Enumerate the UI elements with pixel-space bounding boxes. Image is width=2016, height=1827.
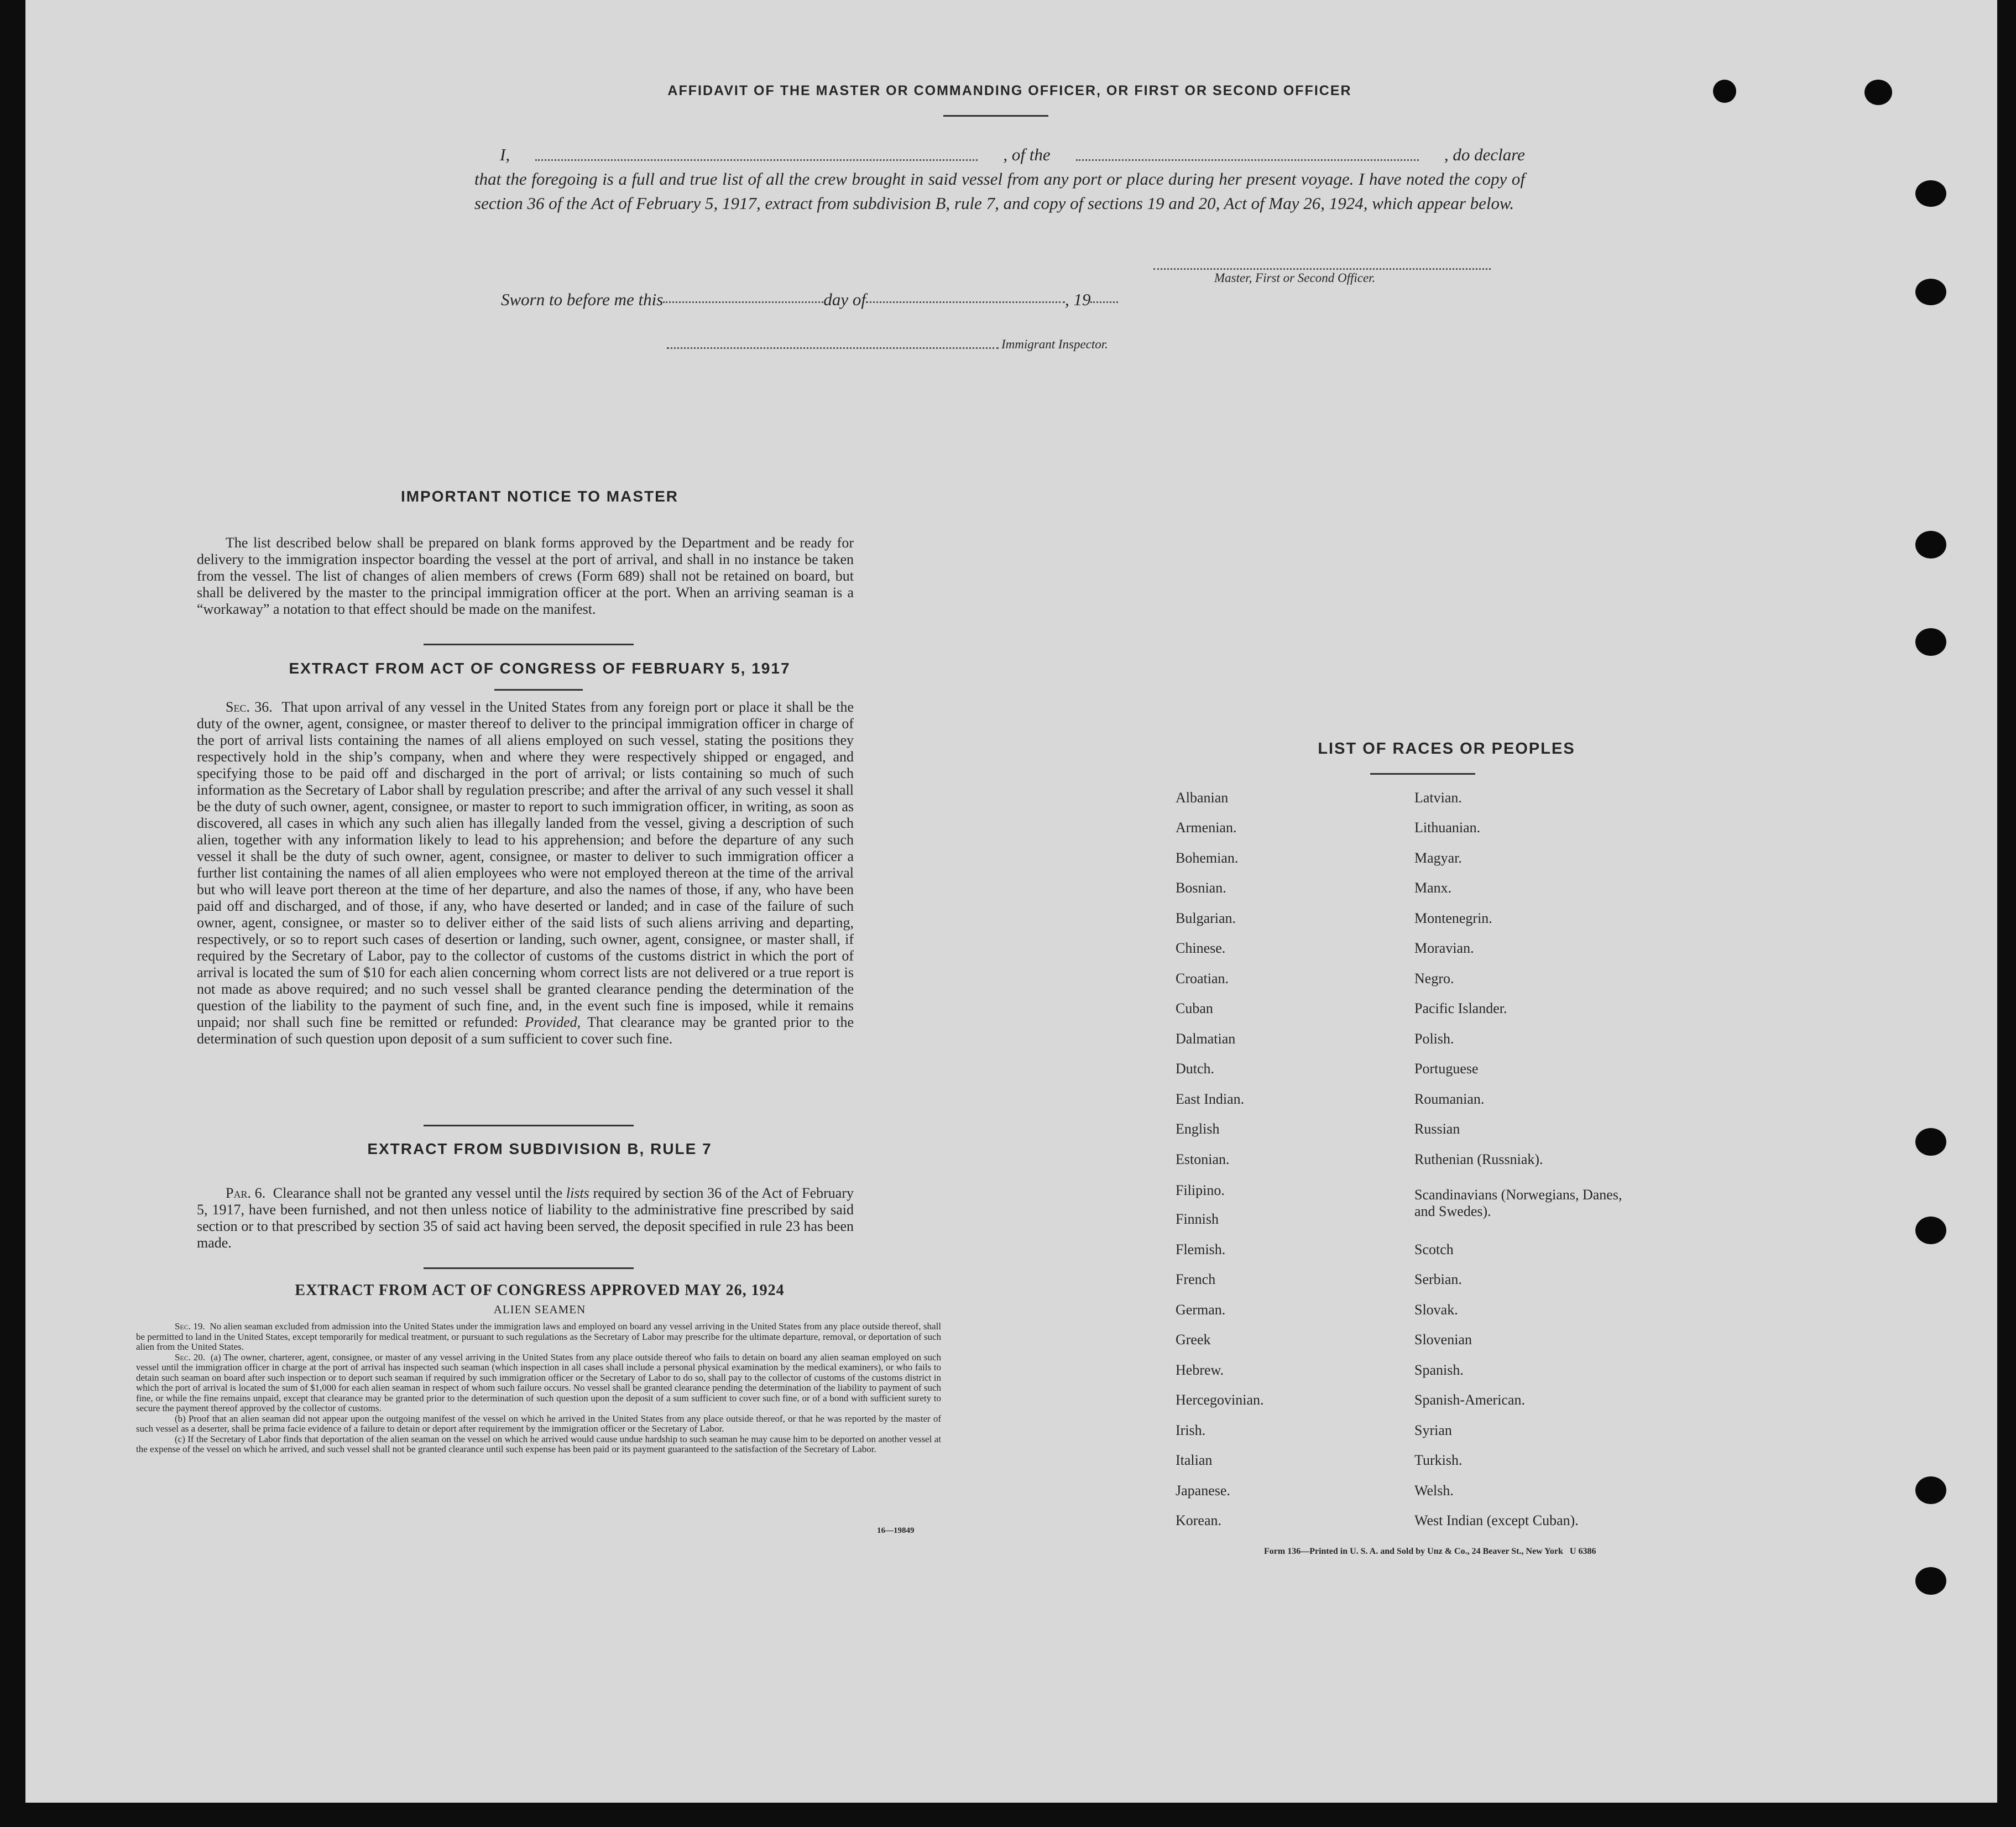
punch-hole <box>1713 80 1736 103</box>
race-item: Dalmatian <box>1176 1031 1236 1047</box>
race-item: Scotch <box>1414 1241 1454 1257</box>
race-item: Ruthenian (Russniak). <box>1414 1151 1543 1167</box>
rule7-text <box>197 1185 854 1251</box>
punch-hole <box>1864 80 1892 105</box>
race-item: Cuban <box>1176 1000 1213 1016</box>
race-item: German. <box>1176 1302 1226 1318</box>
race-item: Bulgarian. <box>1176 910 1236 926</box>
section-19 <box>136 1322 941 1353</box>
section-20c: (c) If the Secretary of Labor finds that deportation of the alien seaman on the vessel on which he arrived would cause undue hardship to such seaman he may cause him to be deported on another vessel at the expense of the vessel on which he arrived, and such vessel shall not be granted clearance until such expense has been paid or its payment guaranteed to the satisfaction of the Secretary of Labor. <box>136 1433 941 1454</box>
race-item: Negro. <box>1414 970 1454 986</box>
race-item: Russian <box>1414 1121 1460 1137</box>
race-item: Irish. <box>1176 1422 1206 1438</box>
race-item: Armenian. <box>1176 819 1237 836</box>
race-item: Montenegrin. <box>1414 910 1492 926</box>
race-item: Slovenian <box>1414 1332 1472 1348</box>
punch-hole <box>1915 1476 1946 1504</box>
race-item: Chinese. <box>1176 940 1226 956</box>
lists-term: lists <box>566 1185 589 1201</box>
divider <box>943 115 1048 117</box>
races-title: LIST OF RACES OR PEOPLES <box>1318 740 1575 758</box>
race-item: Polish. <box>1414 1031 1454 1047</box>
year-prefix: , 19 <box>1064 290 1091 309</box>
sworn-month-blank <box>866 301 1065 303</box>
race-item: Pacific Islander. <box>1414 1000 1507 1016</box>
race-item: Manx. <box>1414 880 1452 896</box>
race-item: Slovak. <box>1414 1302 1458 1318</box>
form-code: 16—19849 <box>877 1526 915 1535</box>
race-item: Bohemian. <box>1176 850 1239 866</box>
extract-1924-title: EXTRACT FROM ACT OF CONGRESS APPROVED MAY 26, 1924 <box>295 1282 785 1299</box>
year-blank <box>1090 301 1118 303</box>
divider <box>494 689 583 691</box>
race-item: English <box>1176 1121 1220 1137</box>
declare-label: , do declare <box>1444 145 1525 164</box>
race-item: Hercegovinian. <box>1176 1392 1264 1408</box>
rule7-title: EXTRACT FROM SUBDIVISION B, RULE 7 <box>367 1140 712 1157</box>
par-6-body-start: Clearance shall not be granted any vessel until the <box>273 1185 563 1201</box>
section-36-body: That upon arrival of any vessel in the United States from any foreign port or place it shall be the duty of the owner, agent, consignee, or master thereof to deliver to the principal immigration officer in charge of the port of arrival lists containing the names of all aliens employed on such vessel, stating the positions they respectively hold in the ship’s company, when and where they were respectively shipped or engaged, and specifying those to be paid off and discharged in the port of arrival; or lists containing so much of such information as the Secretary of Labor shall by regulation prescribe; and after the arrival of any such vessel it shall be the duty of such owner, agent, consignee, or master to report to such immigration officer, in writing, as soon as discovered, all cases in which any such alien has illegally landed from the vessel, giving a description of such alien, together with any information likely to lead to his apprehension; and before the departure of any such vessel it shall be the duty of such owner, agent, consignee, or master to deliver to such immigration officer a further list containing the names of all alien employees who were not employed thereon at the time of the arrival but who will leave port thereon at the time of her departure, and also the names of those, if any, who have been paid off and discharged, and of those, if any, who have deserted or landed; and in case of the failure of such owner, agent, consignee, or master so to deliver either of the said lists of such aliens arriving and departing, respectively, or so to report such cases of desertion or landing, such owner, agent, consignee, or master shall, if required by the Secretary of Labor, pay to the collector of customs of the customs district in which the port of arrival is located the sum of $10 for each alien concerning whom correct lists are not delivered or a true report is not made as above required; and no such vessel shall be granted clearance pending the determination of the question of the liability to the payment of such fine, and, in the event such fine is imposed, while it remains unpaid; nor shall such fine be remitted or refunded: <box>197 699 854 1030</box>
divider <box>1370 773 1475 775</box>
punch-hole <box>1915 531 1946 558</box>
section-20a <box>136 1353 941 1414</box>
punch-hole <box>1915 1128 1946 1156</box>
alien-seamen-subtitle: ALIEN SEAMEN <box>493 1303 586 1316</box>
of-the-label: , of the <box>1003 145 1051 164</box>
race-item: Filipino. <box>1176 1182 1225 1198</box>
punch-hole <box>1915 180 1946 207</box>
section-19-label: Sec. 19. <box>175 1321 205 1332</box>
race-item: Latvian. <box>1414 790 1462 806</box>
master-signature-blank <box>1153 268 1491 270</box>
notice-title: IMPORTANT NOTICE TO MASTER <box>400 488 679 505</box>
notice-text <box>197 535 854 618</box>
race-item: Hebrew. <box>1176 1362 1224 1378</box>
vessel-name-blank <box>1076 159 1419 161</box>
sworn-prefix: Sworn to before me this <box>501 290 664 309</box>
race-item: Greek <box>1176 1332 1211 1348</box>
affidavit-text <box>474 143 1525 216</box>
document-page <box>25 0 1997 1803</box>
race-item: Roumanian. <box>1414 1091 1485 1107</box>
notice-body: The list described below shall be prepared on blank forms approved by the Department and be ready for delivery to the immigration inspector boarding the vessel at the port of arrival, and shall in no instance be taken from the vessel. The list of changes of alien members of crews (Form 689) shall not be retained on board, but shall be delivered by the master to the principal immigration officer at the port. When an arriving seaman is a “workaway” a notation to that effect should be made on the manifest. <box>197 535 854 617</box>
race-item: Finnish <box>1176 1211 1219 1227</box>
race-item: Flemish. <box>1176 1241 1226 1257</box>
affidavit-statement: that the foregoing is a full and true list of all the crew brought in said vessel from any port or place during her present voyage. I have noted the copy of section 36 of the Act of February 5, 1917, extract from subdivision B, rule 7, and copy of sections 19 and 20, Act of May 26, 1924, which appear below. <box>474 169 1525 213</box>
printer-footer: Form 136—Printed in U. S. A. and Sold by Unz & Co., 24 Beaver St., New York U 6386 <box>1264 1547 1596 1556</box>
race-item: Spanish-American. <box>1414 1392 1526 1408</box>
punch-hole <box>1915 1567 1946 1595</box>
extract-1924-text <box>136 1322 941 1455</box>
race-item: Korean. <box>1176 1512 1222 1528</box>
race-item: Moravian. <box>1414 940 1474 956</box>
race-item: Turkish. <box>1414 1452 1463 1468</box>
section-20a-body: (a) The owner, charterer, agent, consignee, or master of any vessel arriving in the United States from any place outside thereof who fails to detain on board any alien seaman employed on such vessel until the immigration officer in charge at the port of arrival has inspected such seaman (which inspection in all cases shall include a personal physical examination by the medical examiners), or who fails to detain such seaman on board after such inspection or to deport such seaman if required by such immigration officer or the Secretary of Labor to do so, shall pay to the collector of customs of the customs district in which the port of arrival is located the sum of $1,000 for each alien seaman in respect of whom such failure occurs. No vessel shall be granted clearance pending the determination of the liability to payment of such fine, or while the fine remains unpaid, except that clearance may be granted prior to the determination of such question upon the deposit of a sum sufficient to cover such fine, or of a bond with sufficient surety to secure the payment thereof approved by the collector of customs. <box>136 1351 941 1413</box>
race-item: Dutch. <box>1176 1061 1215 1077</box>
punch-hole <box>1915 1217 1946 1244</box>
par-6-body-end: required by section 36 of the Act of February 5, 1917, have been furnished, and not then unless notice of liability to the administrative fine prescribed by said section or to that prescribed by section 35 of said act having been served, the deposit specified in rule 23 has been made. <box>197 1185 854 1251</box>
divider <box>424 644 634 645</box>
race-item: Estonian. <box>1176 1151 1230 1167</box>
race-item: French <box>1176 1271 1216 1287</box>
race-item: Albanian <box>1176 790 1229 806</box>
race-item: Bosnian. <box>1176 880 1226 896</box>
punch-hole <box>1915 279 1946 305</box>
declarant-name-blank <box>535 159 978 161</box>
race-item: Serbian. <box>1414 1271 1462 1287</box>
race-item: Syrian <box>1414 1422 1452 1438</box>
master-signature-label: Master, First or Second Officer. <box>1214 271 1376 285</box>
section-36-proviso: That clearance may be granted prior to the determination of such question upon deposit of a sum sufficient to cover such fine. <box>197 1014 854 1047</box>
par-6-label: Par. 6. <box>226 1185 266 1201</box>
section-20-label: Sec. 20. <box>175 1351 206 1363</box>
race-item: Welsh. <box>1414 1483 1454 1499</box>
declaration-line <box>474 143 1525 167</box>
divider <box>424 1125 634 1126</box>
day-of-label: day of <box>823 290 866 309</box>
race-item: Spanish. <box>1414 1362 1464 1378</box>
sworn-day-blank <box>663 301 823 303</box>
race-item: Scandinavians (Norwegians, Danes, and Swedes). <box>1414 1187 1622 1219</box>
race-item: Japanese. <box>1176 1483 1230 1499</box>
race-item: West Indian (except Cuban). <box>1414 1512 1579 1528</box>
inspector-signature-label: Immigrant Inspector. <box>1001 337 1108 351</box>
declarant-prefix: I, <box>500 145 510 164</box>
race-item: Italian <box>1176 1452 1213 1468</box>
provided-term: Provided, <box>525 1014 581 1030</box>
race-item: Croatian. <box>1176 970 1229 986</box>
section-20b: (b) Proof that an alien seaman did not appear upon the outgoing manifest of the vessel on which he arrived in the United States from any place outside thereof, or that he was reported by the master of such vessel as a deserter, shall be prima facie evidence of a failure to detain or deport after requirement by the immigration officer or the Secretary of Labor. <box>136 1413 941 1434</box>
race-item: Lithuanian. <box>1414 819 1481 836</box>
punch-hole <box>1915 628 1946 656</box>
race-item: Magyar. <box>1414 850 1462 866</box>
affidavit-title: AFFIDAVIT OF THE MASTER OR COMMANDING OFFICER, OR FIRST OR SECOND OFFICER <box>667 83 1352 98</box>
race-item: East Indian. <box>1176 1091 1245 1107</box>
inspector-signature-blank <box>667 347 999 349</box>
divider <box>424 1267 634 1269</box>
section-19-body: No alien seaman excluded from admission into the United States under the immigration laws and employed on board any vessel arriving in the United States from any place outside thereof, shall be permitted to land in the United States, except temporarily for medical treatment, or pursuant to such regulations as the Secretary of Labor may prescribe for the ultimate departure, removal, or deportation of such alien from the United States. <box>136 1321 942 1352</box>
sworn-line <box>501 290 1118 310</box>
race-item: Portuguese <box>1414 1061 1479 1077</box>
extract-1917-text <box>197 699 854 1047</box>
extract-1917-title: EXTRACT FROM ACT OF CONGRESS OF FEBRUARY 5, 1917 <box>289 660 791 677</box>
section-36-label: Sec. 36. <box>226 699 273 715</box>
